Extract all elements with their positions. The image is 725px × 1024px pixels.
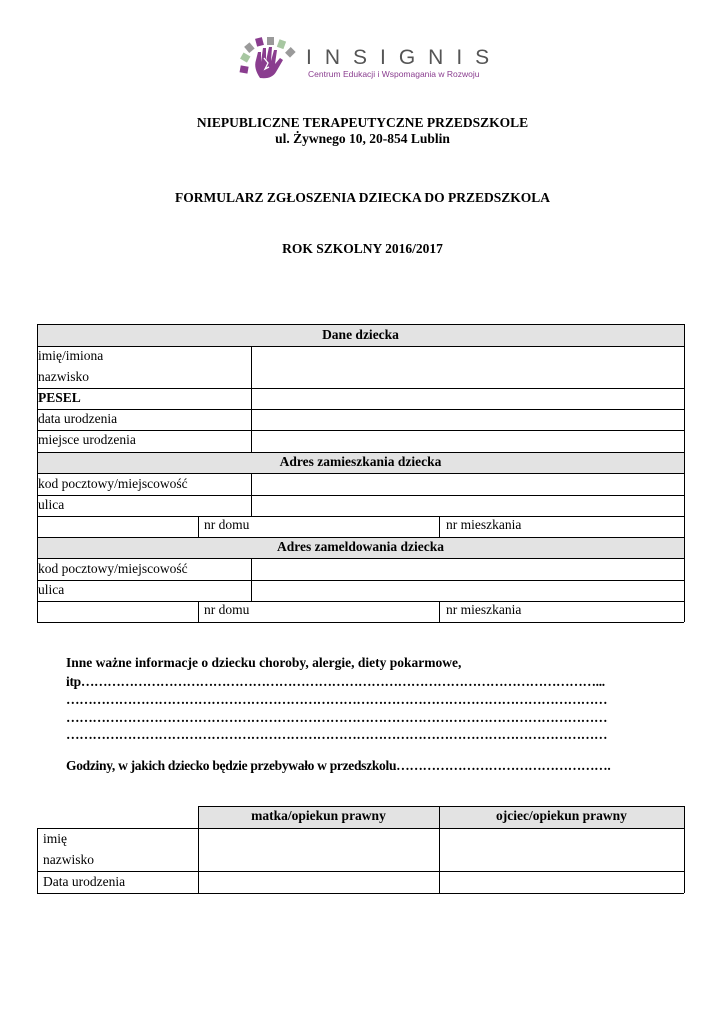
input-residence-postcode[interactable] (252, 474, 684, 495)
label-registered-house: nr domu (204, 602, 250, 617)
label-birth-date: data urodzenia (38, 411, 118, 426)
label-first-name: imię/imiona (38, 348, 104, 363)
label-parent-first-name: imię (43, 831, 67, 846)
input-birth-place[interactable] (252, 431, 684, 452)
label-residence-street: ulica (38, 497, 65, 512)
input-father-birth-date[interactable] (440, 872, 684, 893)
label-registered-postcode: kod pocztowy/miejscowość (38, 561, 188, 576)
label-residence-postcode: kod pocztowy/miejscowość (38, 476, 188, 491)
label-parent-birth-date: Data urodzenia (43, 874, 126, 889)
school-year: ROK SZKOLNY 2016/2017 (282, 241, 443, 256)
input-residence-street[interactable] (252, 496, 684, 516)
label-pesel: PESEL (38, 390, 81, 405)
label-last-name: nazwisko (38, 369, 89, 384)
label-residence-flat: nr mieszkania (446, 517, 522, 532)
logo-subtitle: Centrum Edukacji i Wspomagania w Rozwoju (308, 69, 480, 79)
section-header-residence: Adres zamieszkania dziecka (37, 452, 684, 473)
input-pesel[interactable] (252, 389, 684, 409)
hours-label[interactable]: Godziny, w jakich dziecko będzie przebywało w przedszkolu…………………………………………. (66, 758, 611, 773)
col-father: ojciec/opiekun prawny (496, 808, 627, 823)
section-header-registered: Adres zameldowania dziecka (37, 537, 684, 558)
label-residence-house: nr domu (204, 517, 250, 532)
input-registered-postcode[interactable] (252, 559, 684, 580)
other-info-itp-line[interactable]: itp………………………………………………………………………………………………………... (66, 674, 605, 689)
other-info-dots-3[interactable]: …………………………………………………………………………………………………………… (66, 727, 608, 742)
school-name: NIEPUBLICZNE TERAPEUTYCZNE PRZEDSZKOLE (196, 115, 529, 130)
label-birth-place: miejsce urodzenia (38, 432, 136, 447)
input-birth-date[interactable] (252, 410, 684, 430)
input-mother-birth-date[interactable] (199, 872, 439, 893)
label-registered-flat: nr mieszkania (446, 602, 522, 617)
input-registered-street[interactable] (252, 581, 684, 601)
input-father-name[interactable] (440, 829, 684, 871)
section-header-child: Dane dziecka (37, 324, 684, 346)
col-mother: matka/opiekun prawny (251, 808, 386, 823)
logo-name: INSIGNIS (306, 46, 503, 69)
school-address: ul. Żywnego 10, 20-854 Lublin (275, 131, 450, 146)
form-title: FORMULARZ ZGŁOSZENIA DZIECKA DO PRZEDSZKOLA (174, 190, 551, 205)
input-child-name[interactable] (252, 347, 684, 388)
hand-logo-icon (238, 36, 300, 80)
label-registered-street: ulica (38, 582, 65, 597)
input-mother-name[interactable] (199, 829, 439, 871)
other-info-dots-1[interactable]: …………………………………………………………………………………………………………… (66, 692, 608, 707)
other-info-dots-2[interactable]: …………………………………………………………………………………………………………… (66, 710, 608, 725)
label-parent-last-name: nazwisko (43, 852, 94, 867)
other-info-label: Inne ważne informacje o dziecku choroby, alergie, diety pokarmowe, (66, 655, 462, 670)
